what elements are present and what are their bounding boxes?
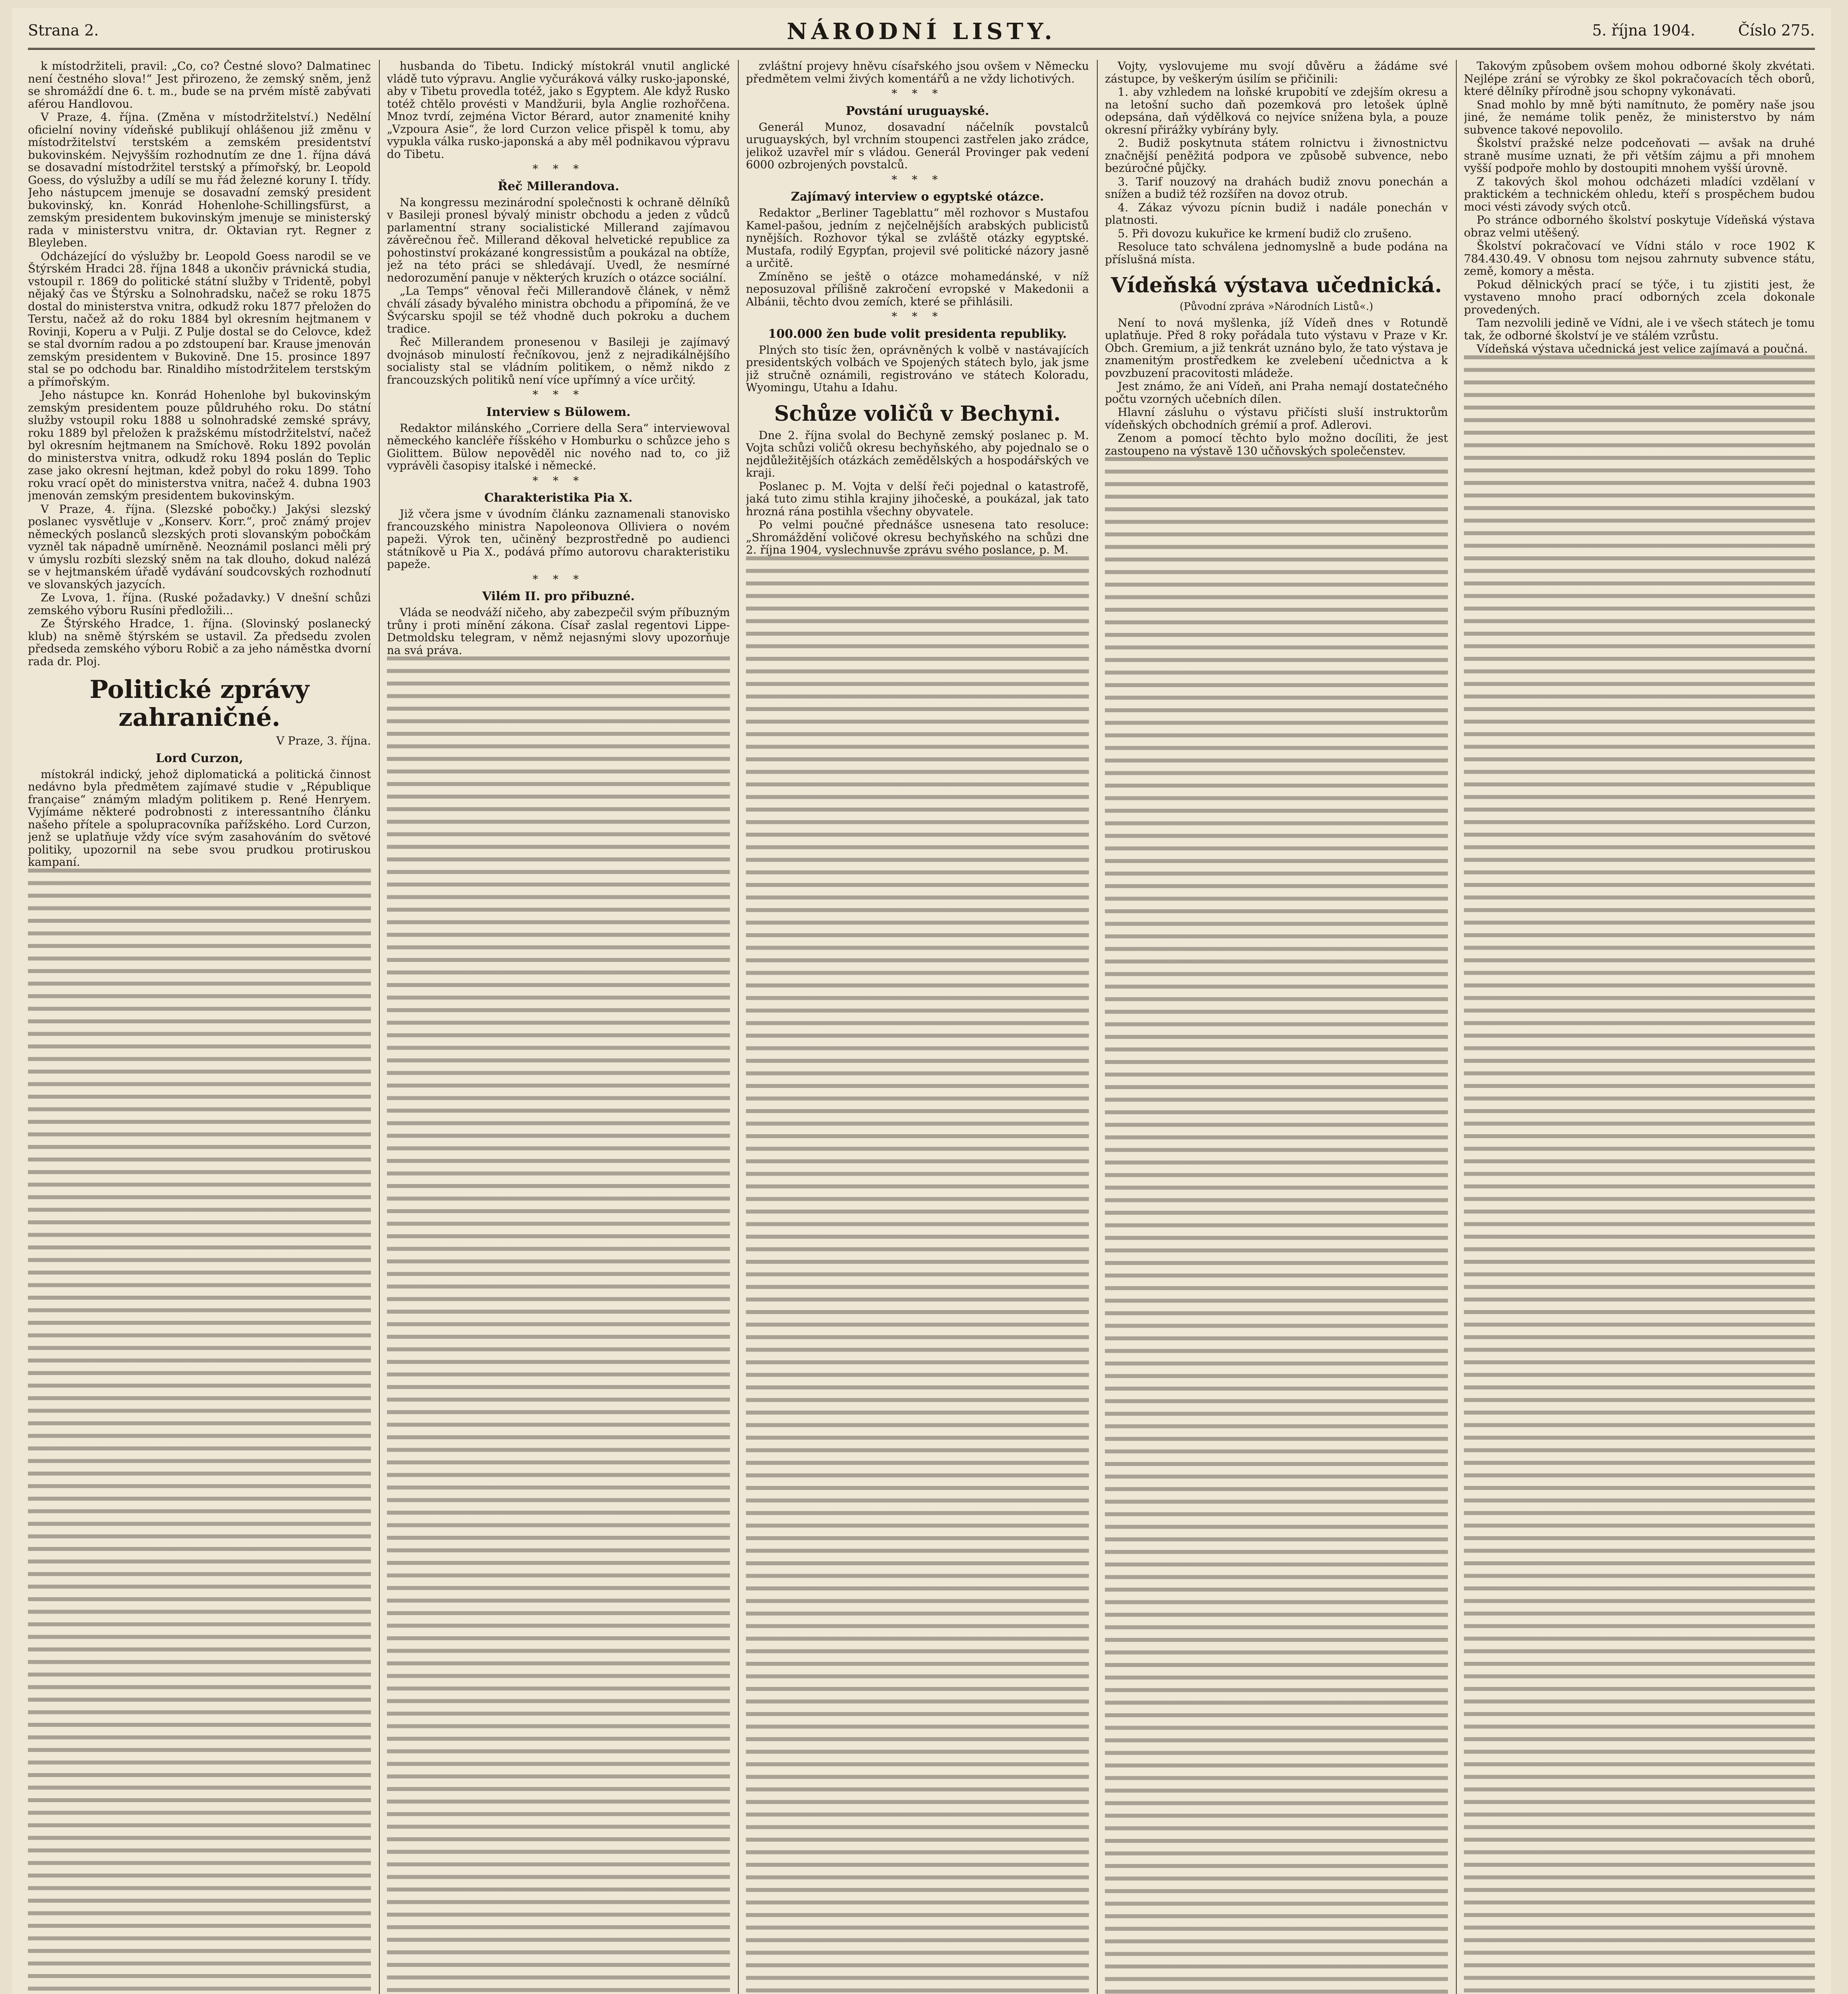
article-paragraph: Již včera jsme v úvodním článku zaznamenali stanovisko francouzského ministra Napoleonova Olliviera o novém papeži. Výrok ten, učiněný bezprostředně po audienci státníkově u Pia X., podává přímo autorovu charakteristiku papeže. <box>387 507 730 571</box>
article-paragraph: Zenom a pomocí těchto bylo možno docíliti, že jest zastoupeno na výstavě 130 učňovských společenstev. <box>1105 432 1448 457</box>
section-separator: * * * <box>533 388 584 401</box>
article-heading: Vídeňská výstava učednická. <box>1111 273 1442 298</box>
continued-text <box>28 869 371 1994</box>
source-note: (Původní zpráva »Národních Listů«.) <box>1179 301 1373 313</box>
article-paragraph: Vídeňská výstava učednická jest velice zajímavá a poučná. <box>1477 342 1808 355</box>
article-paragraph: Snad mohlo by mně býti namítnuto, že poměry naše jsou jiné, že nemáme tolik peněz, že ministerstvo by nám subvence takové nepovolilo. <box>1464 98 1815 136</box>
article-title: Lord Curzon, <box>156 751 243 765</box>
article-paragraph: 1. aby vzhledem na loňské krupobití ve zdejším okresu a na letošní sucho daň pozemková pro letošek úplně odepsána, daň výdělková co nejvíce snížena byla, a pouze okresní přirážky vybírány byly. <box>1105 85 1448 136</box>
section-separator: * * * <box>891 87 943 100</box>
continued-text <box>387 656 730 1994</box>
article-paragraph: V Praze, 4. října. (Změna v místodržitelství.) Nedělní oficielní noviny vídeňské publikují ohlášenou již změnu v místodržitelství terstském a zemském presidentství bukovinském. Nejvyšším rozhodnutím ze dne 1. října dává se dosavadní místodržitel terstský a přímořský, br. Leopold Goess, do výslužby a udílí se mu řád železné koruny I. třídy. Jeho nástupcem jmenuje se dosavadní zemský president bukovinský, kn. Konrád Hohenlohe-Schillingsfürst, a zemským presidentem bukovinským jmenuje se ministerský rada v ministerstvu vnitra, dr. Oktavian ryt. Regner z Bleyleben. <box>28 110 371 249</box>
column-divider <box>1456 60 1457 1994</box>
section-heading: Politické zprávy zahraničné. <box>89 675 310 732</box>
article-paragraph: zvláštní projevy hněvu císařského jsou ovšem v Německu předmětem velmi živých komentářů a ne vždy lichotivých. <box>746 60 1089 85</box>
continued-text <box>1105 457 1448 1994</box>
continued-text <box>746 556 1089 1994</box>
article-title: Charakteristika Pia X. <box>484 491 633 505</box>
article-paragraph: 5. Při dovozu kukuřice ke krmení budiž clo zrušeno. <box>1118 227 1412 240</box>
column-1 <box>28 60 371 1994</box>
column-3 <box>746 60 1089 1994</box>
article-title: Povstání uruguayské. <box>846 104 989 118</box>
article-paragraph: Zmíněno se ještě o otázce mohamedánské, v níž neposuzoval přílišně zakročení evropské v Makedonii a Albánii, těchto dvou zemích, které se přihlásili. <box>746 270 1089 308</box>
page-label: Strana 2. <box>28 22 99 39</box>
article-paragraph: Školství pražské nelze podceňovati — avšak na druhé straně musíme uznati, že při větším zájmu a při mnohem vyšší podpoře mohlo by dostoupiti mnohem vyšší úrovně. <box>1464 136 1815 175</box>
article-paragraph: Po stránce odborného školství poskytuje Vídeňská výstava obraz velmi utěšený. <box>1464 213 1815 239</box>
article-paragraph: Řeč Millerandem pronesenou v Basileji je zajímavý dvojnásob minulostí řečníkovou, jenž z nejradikálnějšího socialisty stal se vládním politikem, o němž nikdo z francouzských politiků není více upřímný a více určitý. <box>387 335 730 386</box>
article-paragraph: Odcházející do výslužby br. Leopold Goess narodil se ve Štýrském Hradci 28. října 1848 a ukončiv právnická studia, vstoupil r. 1869 do politické státní služby v Tridentě, pobyl nějaký čas ve Štýrsku a Solnohradsku, načež se roku 1875 dostal do ministerstva vnitra, odkudž roku 1877 přeložen do Terstu, načež až do roku 1884 byl okresním hejtmanem v Rovinji, Koperu a v Pulji. Z Pulje dostal se do Celovce, kdež se stal dvorním radou a po zdstoupení bar. Krause jmenován zemským presidentem v Bukovině. Dne 15. prosince 1897 stal se po odchodu bar. Rinaldiho místodržitelem terstským a přímořským. <box>28 249 371 388</box>
article-paragraph: Jest známo, že ani Vídeň, ani Praha nemají dostatečného počtu vzorných učebních dílen. <box>1105 380 1448 406</box>
article-title: Vilém II. pro přibuzné. <box>482 589 635 603</box>
newspaper-title: NÁRODNÍ LISTY. <box>787 18 1056 45</box>
column-4 <box>1105 60 1448 1994</box>
article-paragraph: Takovým způsobem ovšem mohou odborné školy zkvétati. Nejlépe zrání se výrobky ze škol pokračovacích těch oborů, které dělníky přírodně jsou schopny vykonávati. <box>1464 60 1815 98</box>
section-separator: * * * <box>891 310 943 323</box>
article-paragraph: Tam nezvolili jedině ve Vídni, ale i ve všech státech je tomu tak, že odborné školství je ve stálém vzrůstu. <box>1464 316 1815 342</box>
article-paragraph: Redaktor milánského „Corriere della Sera“ interviewoval německého kancléře říšského v Homburku o schůzce jeho s Giolittem. Bülow nepověděl nic nového nad to, co již vyprávěli časopisy italské i německé. <box>387 421 730 472</box>
article-paragraph: Ze Lvova, 1. října. (Ruské požadavky.) V dnešní schůzi zemského výboru Rusíni předložili... <box>28 591 371 617</box>
article-paragraph: Na kongressu mezinárodní společnosti k ochraně dělníků v Basileji pronesl bývalý ministr obchodu a jeden z vůdců parlamentní strany socialistické Millerand zajímavou závěrečnou řeč. Millerand děkoval helvetické republice za pohostinství prokázané kongressistům a poukázal na obtíže, jež na této práci se shledávají. Uvedl, že nesmírné nedorozumění panuje v některých kruzích o otázce sociální. <box>387 195 730 284</box>
article-paragraph: Z takových škol mohou odcházeti mladíci vzdělaní v praktickém a technickém ohledu, kteří s prospěchem budou moci vésti závody svých otců. <box>1464 175 1815 213</box>
article-paragraph: k místodržiteli, pravil: „Co, co? Čestné slovo? Dalmatinec není čestného slova!“ Jest přirozeno, že zemský sněm, jenž se shromáždí dne 6. t. m., bude se na prvém místě zabývati aférou Handlovou. <box>28 60 371 110</box>
masthead <box>28 16 1815 50</box>
article-paragraph: Vláda se neodváží ničeho, aby zabezpečil svým příbuzným trůny i proti mínění zákona. Císař zaslal regentovi Lippe-Detmoldsku telegram, v němž nejasnými slovy upozorňuje na svá práva. <box>387 606 730 657</box>
column-divider <box>379 60 380 1994</box>
article-paragraph: Hlavní zásluhu o výstavu přičísti sluší instruktorům vídeňských obchodních grémií a prof. Adlerovi. <box>1105 406 1448 432</box>
article-paragraph: Generál Munoz, dosavadní náčelník povstalců uruguayských, byl vrchním stoupenci zastřelen jako zrádce, jelikož uzavřel mír s vládou. Generál Provinger pak vedení 6000 ozbrojených povstalců. <box>746 120 1089 171</box>
dateline: V Praze, 3. října. <box>276 734 371 747</box>
article-paragraph: Není to nová myšlenka, jíž Vídeň dnes v Rotundě uplatňuje. Před 8 roky pořádala tuto výstavu v Praze v Kr. Obch. Gremium, a již tenkrát uznáno bylo, že tato výstava je znamenitým prostředkem ke zvelebení učednictva a k povzbuzení pracovitosti mládeže. <box>1105 316 1448 380</box>
section-separator: * * * <box>533 572 584 586</box>
column-5 <box>1464 60 1815 1994</box>
article-paragraph: Plných sto tisíc žen, oprávněných k volbě v nastávajících presidentských volbách ve Spojených státech bylo, jak jsme již stručně oznámili, registrováno ve státech Koloradu, Wyomingu, Utahu a Idahu. <box>746 343 1089 394</box>
article-paragraph: místokrál indický, jehož diplomatická a politická činnost nedávno byla předmětem zajímavé studie v „République française“ známým mladým politikem p. René Henryem. Vyjímáme některé podrobnosti z interessantního článku našeho přítele a spolupracovníka pařížského. Lord Curzon, jenž se uplatňuje vždy více svým zasahováním do světové politiky, upozornil na sebe svou prudkou protiruskou kampaní. <box>28 767 371 869</box>
issue-number: Číslo 275. <box>1738 22 1815 39</box>
article-title: Zajímavý interview o egyptské otázce. <box>791 190 1044 204</box>
article-paragraph: „La Temps“ věnoval řeči Millerandově článek, v němž chválí zásady bývalého ministra obchodu a připomíná, že ve Švýcarsku spojil se též vhodně duch pokroku a duchem tradice. <box>387 284 730 335</box>
article-title: Interview s Bülowem. <box>486 405 631 419</box>
continued-text <box>1464 355 1815 1994</box>
article-paragraph: Vojty, vyslovujeme mu svojí důvěru a žádáme své zástupce, by veškerým úsilím se přičinili: <box>1105 60 1448 85</box>
column-divider <box>738 60 739 1994</box>
article-title: 100.000 žen bude volit presidenta republiky. <box>768 327 1067 341</box>
newspaper-page <box>12 8 1831 1994</box>
section-separator: * * * <box>891 173 943 186</box>
issue-date: 5. října 1904. <box>1592 22 1695 39</box>
article-paragraph: V Praze, 4. října. (Slezské pobočky.) Jakýsi slezský poslanec vysvětluje v „Konserv. Korr.“, proč známý projev německých poslanců slezských proti slovanským pobočkám vyzněl tak nápadně umírněně. Neoznámil poslanci měli prý v úmyslu rozbíti slezský sněm na tak dlouho, dokud nalézá se v hejtmanském úřadě vydávání soudcovských rozhodnutí ve slovanských jazycích. <box>28 502 371 591</box>
article-title: Řeč Millerandova. <box>497 179 619 193</box>
column-divider <box>1097 60 1098 1994</box>
article-paragraph: Resoluce tato schválena jednomyslně a bude podána na příslušná místa. <box>1105 240 1448 266</box>
article-paragraph: 2. Budiž poskytnuta státem rolnictvu i živnostnictvu značnější peněžitá podpora ve způsobě subvence, nebo bezúročné půjčky. <box>1105 136 1448 175</box>
article-paragraph: Školství pokračovací ve Vídni stálo v roce 1902 K 784.430.49. V obnosu tom nejsou zahrnuty subvence státu, země, komory a města. <box>1464 239 1815 278</box>
section-separator: * * * <box>533 162 584 175</box>
column-2 <box>387 60 730 1994</box>
article-paragraph: Dne 2. října svolal do Bechyně zemský poslanec p. M. Vojta schůzi voličů okresu bechyňského, aby pojednalo se o nejdůležitějších otázkách zemědělských a hospodářských ve kraji. <box>746 428 1089 479</box>
article-paragraph: Pokud dělnických prací se týče, i tu zjistiti jest, že vystaveno mnoho prací odborných zcela dokonale provedených. <box>1464 278 1815 316</box>
article-paragraph: Jeho nástupce kn. Konrád Hohenlohe byl bukovinským zemským presidentem pouze půldruhého roku. Do státní služby vstoupil roku 1888 u solnohradské zemské správy, roku 1889 byl přeložen k pražskému místodržitelství, načež byl okresním hejtmanem na Smíchově. Roku 1892 povolán do ministerstva vnitra, odkudž roku 1894 poslán do Teplic zase jako okresní hejtman, kdež pobyl do roku 1899. Toho roku vrací opět do ministerstva vnitra, načež 4. dubna 1903 jmenován zemským presidentem bukovinským. <box>28 388 371 502</box>
article-paragraph: husbanda do Tibetu. Indický místokrál vnutil anglické vládě tuto výpravu. Anglie vyčuráková války rusko-japonské, aby v Tibetu provedla totéž, jako s Egyptem. Ale když Rusko totéž chtělo provésti v Mandžurii, byla Anglie rozhořčena. Mnoz tvrdí, zejména Victor Bérard, autor znamenité knihy „Vzpoura Asie“, že lord Curzon velice přispěl k tomu, aby vypukla válka rusko-japonská a aby měl podnikavou výpravu do Tibetu. <box>387 60 730 161</box>
article-paragraph: Po velmi poučné přednášce usnesena tato resoluce: „Shromáždění voličové okresu bechyňského na schůzi dne 2. října 1904, vyslechnuvše zprávu svého poslance, p. M. <box>746 518 1089 556</box>
article-paragraph: Redaktor „Berliner Tageblattu“ měl rozhovor s Mustafou Kamel-pašou, jedním z nejčelnějších arabských publicistů nynějších. Rozhovor týkal se zvláště otázky egyptské. Mustafa, rodilý Egypťan, projevil své politické názory jasně a určitě. <box>746 206 1089 270</box>
section-separator: * * * <box>533 474 584 487</box>
article-paragraph: 4. Zákaz vývozu pícnin budiž i nadále ponechán v platnosti. <box>1105 201 1448 227</box>
article-heading: Schůze voličů v Bechyni. <box>774 401 1061 426</box>
article-paragraph: Ze Štýrského Hradce, 1. října. (Slovinský poslanecký klub) na sněmě štýrském se ustavil. Za předsedu zvolen předseda zemského výboru Robič a za jeho náměstka dvorní rada dr. Ploj. <box>28 617 371 668</box>
article-paragraph: Poslanec p. M. Vojta v delší řeči pojednal o katastrofě, jaká tuto zimu stihla krajiny jihočeské, a poukázal, jak tato hrozná rána postihla všechny obyvatele. <box>746 479 1089 518</box>
article-paragraph: 3. Tarif nouzový na drahách budiž znovu ponechán a snížen a budiž též rozšířen na dovoz otrub. <box>1105 175 1448 201</box>
